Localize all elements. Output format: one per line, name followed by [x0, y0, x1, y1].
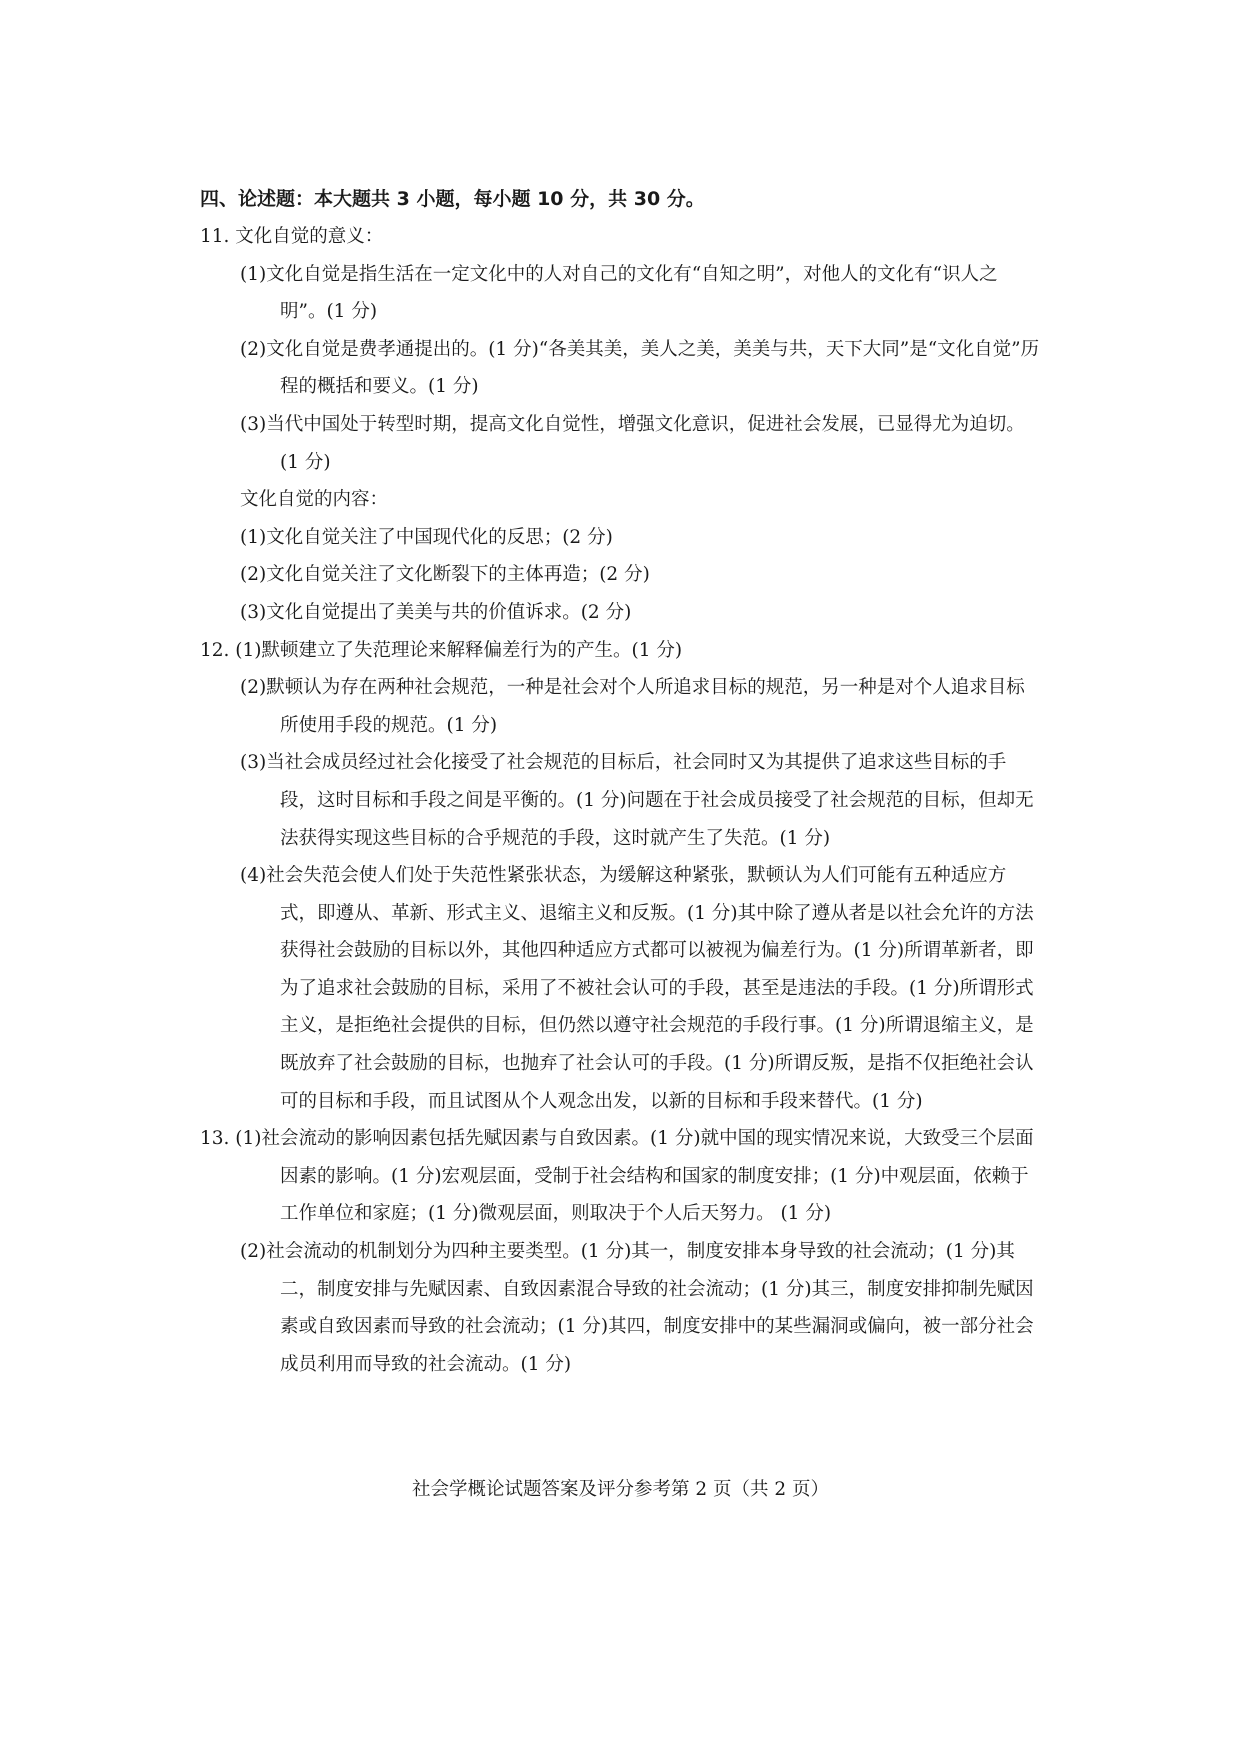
question-11-content-2: (2)文化自觉关注了文化断裂下的主体再造；(2 分) — [240, 564, 650, 586]
question-12-item-2: (2)默顿认为存在两种社会规范，一种是社会对个人所追求目标的规范，另一种是对个人追求目标所使用手段的规范。(1 分) — [240, 677, 1025, 736]
question-12 — [200, 632, 1040, 1121]
question-11-meaning-3: (3)当代中国处于转型时期，提高文化自觉性，增强文化意识，促进社会发展，已显得尤为迫切。(1 分) — [240, 413, 1025, 473]
question-11-meaning-1: (1)文化自觉是指生活在一定文化中的人对自己的文化有“自知之明”，对他人的文化有“识人之明”。(1 分) — [240, 263, 998, 323]
page-footer: 社会学概论试题答案及评分参考第 2 页（共 2 页） — [411, 1479, 830, 1500]
question-13-item-2: (2)社会流动的机制划分为四种主要类型。(1 分)其一，制度安排本身导致的社会流动；(1 分)其二，制度安排与先赋因素、自致因素混合导致的社会流动；(1 分)其三，制度安排抑制先赋因素或自致因素而导致的社会流动；(1 分)其四，制度安排中的某些漏洞或偏向，被一部分社会成员利用而导致的社会流动。(1 分) — [240, 1241, 1034, 1375]
question-12-item-1: 12. (1)默顿建立了失范理论来解释偏差行为的产生。(1 分) — [200, 639, 683, 661]
question-12-item-3: (3)当社会成员经过社会化接受了社会规范的目标后，社会同时又为其提供了追求这些目标的手段，这时目标和手段之间是平衡的。(1 分)问题在于社会成员接受了社会规范的目标，但却无法获得实现这些目标的合乎规范的手段，这时就产生了失范。(1 分) — [240, 752, 1034, 849]
question-11 — [200, 218, 1040, 632]
question-11-content-1: (1)文化自觉关注了中国现代化的反思；(2 分) — [240, 526, 613, 548]
question-12-item-4: (4)社会失范会使人们处于失范性紧张状态，为缓解这种紧张，默顿认为人们可能有五种适应方式，即遵从、革新、形式主义、退缩主义和反叛。(1 分)其中除了遵从者是以社会允许的方法获得社会鼓励的目标以外，其他四种适应方式都可以被视为偏差行为。(1 分)所谓革新者，即为了追求社会鼓励的目标，采用了不被社会认可的手段，甚至是违法的手段。(1 分)所谓形式主义，是拒绝社会提供的目标，但仍然以遵守社会规范的手段行事。(1 分)所谓退缩主义，是既放弃了社会鼓励的目标，也抛弃了社会认可的手段。(1 分)所谓反叛，是指不仅拒绝社会认可的目标和手段，而且试图从个人观念出发，以新的目标和手段来替代。(1 分) — [240, 865, 1034, 1112]
question-11-heading: 11. 文化自觉的意义： — [200, 226, 384, 247]
section-title: 四、论述题：本大题共 3 小题，每小题 10 分，共 30 分。 — [200, 188, 705, 210]
question-11-meaning-2: (2)文化自觉是费孝通提出的。(1 分)“各美其美，美人之美，美美与共，天下大同”是“文化自觉”历程的概括和要义。(1 分) — [240, 338, 1040, 398]
question-13-item-1: 13. (1)社会流动的影响因素包括先赋因素与自致因素。(1 分)就中国的现实情况来说，大致受三个层面因素的影响。(1 分)宏观层面，受制于社会结构和国家的制度安排；(1 分)中观层面，依赖于工作单位和家庭；(1 分)微观层面，则取决于个人后天努力。 (1 分) — [200, 1128, 1034, 1225]
question-11-content-heading: 文化自觉的内容： — [240, 489, 389, 511]
question-13 — [200, 1120, 1040, 1383]
question-11-content-3: (3)文化自觉提出了美美与共的价值诉求。(2 分) — [240, 601, 632, 623]
page-content — [200, 180, 1040, 1383]
